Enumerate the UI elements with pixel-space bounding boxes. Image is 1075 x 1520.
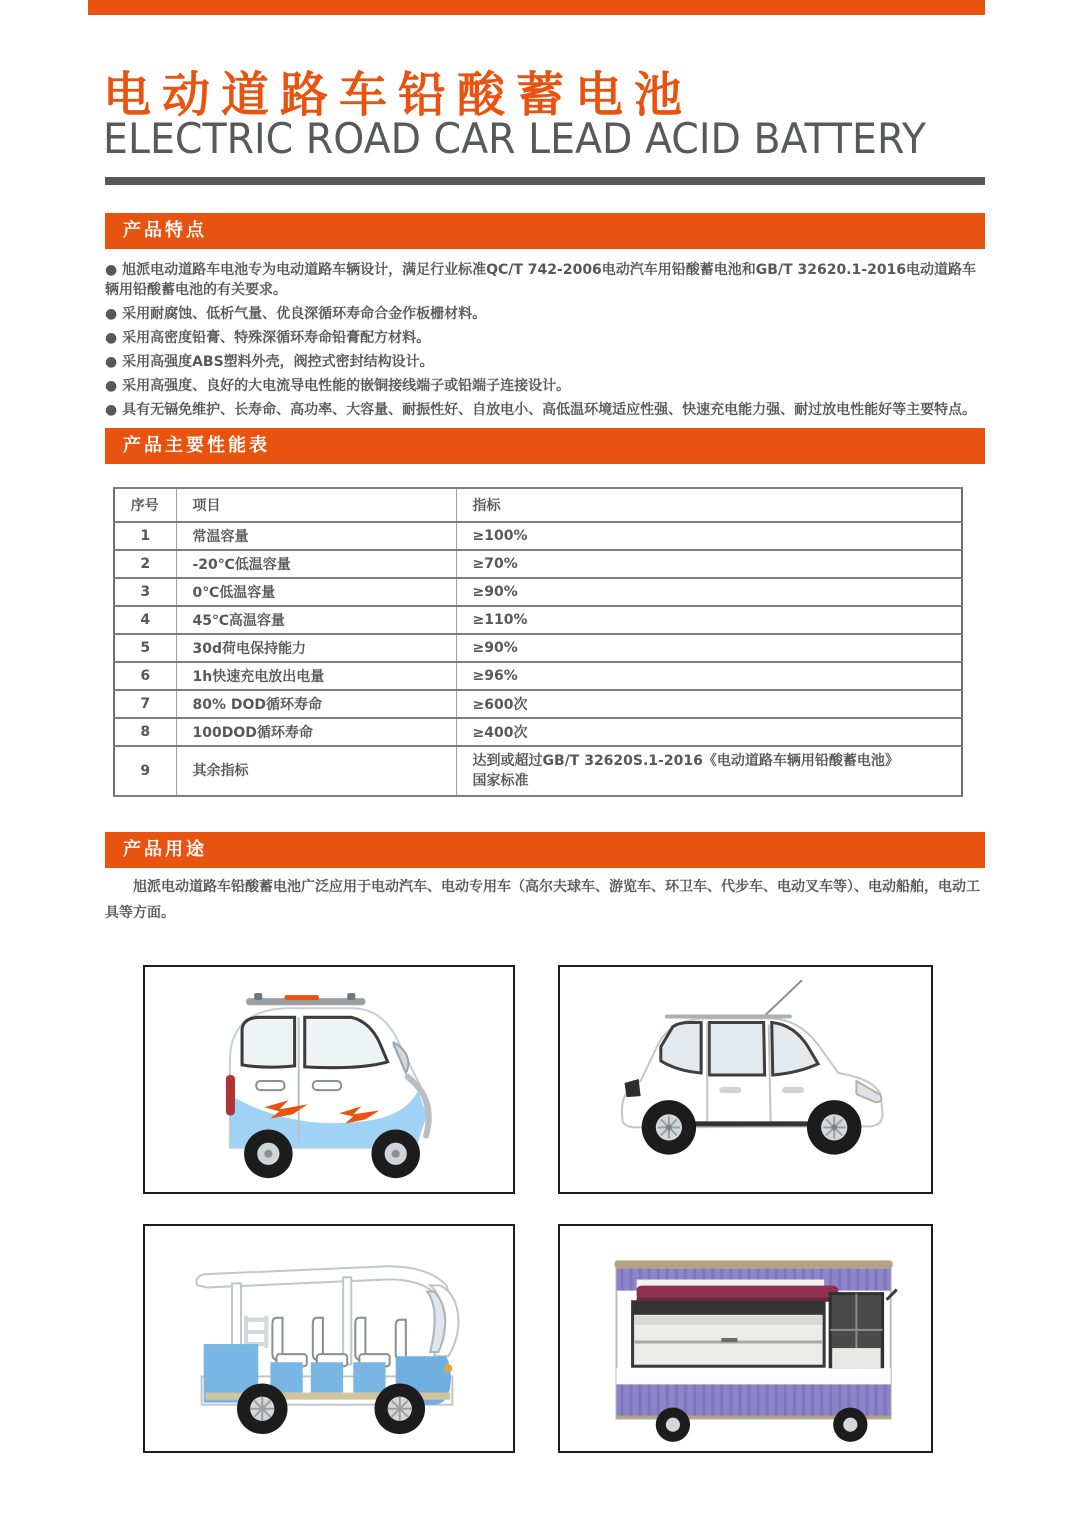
cell-value: ≥96% bbox=[456, 662, 962, 690]
performance-table bbox=[113, 487, 963, 797]
cell-no: 1 bbox=[114, 522, 176, 550]
cell-no: 9 bbox=[114, 746, 176, 796]
table-header-row bbox=[114, 488, 962, 522]
section-header-usage bbox=[105, 832, 985, 868]
cell-value: ≥600次 bbox=[456, 690, 962, 718]
table-row bbox=[114, 606, 962, 634]
cell-item: 常温容量 bbox=[176, 522, 456, 550]
table-row bbox=[114, 746, 962, 796]
section-header-features bbox=[105, 213, 985, 249]
cell-no: 2 bbox=[114, 550, 176, 578]
page-title: 电动道路车铅酸蓄电池 bbox=[103, 67, 694, 123]
title-divider bbox=[105, 177, 985, 185]
cell-no: 4 bbox=[114, 606, 176, 634]
table-row bbox=[114, 578, 962, 606]
table-row bbox=[114, 550, 962, 578]
cell-no: 5 bbox=[114, 634, 176, 662]
col-header-value: 指标 bbox=[456, 488, 962, 522]
page-subtitle: ELECTRIC ROAD CAR LEAD ACID BATTERY bbox=[103, 114, 926, 163]
table-row bbox=[114, 662, 962, 690]
cell-item: 45℃高温容量 bbox=[176, 606, 456, 634]
usage-paragraph: 旭派电动道路车铅酸蓄电池广泛应用于电动汽车、电动专用车（高尔夫球车、游览车、环卫车、代步车、电动叉车等）、电动船舶，电动工具等方面。 bbox=[105, 879, 980, 921]
vehicle-image-box-foodcart bbox=[558, 1224, 933, 1453]
electric-tricycle-illustration bbox=[145, 967, 513, 1192]
feature-item: ● 采用高强度、良好的大电流导电性能的嵌铜接线端子或铅端子连接设计。 bbox=[105, 378, 571, 394]
col-header-item: 项目 bbox=[176, 488, 456, 522]
electric-food-cart-illustration bbox=[560, 1226, 931, 1451]
top-accent-bar bbox=[88, 0, 985, 15]
cell-item: 0℃低温容量 bbox=[176, 578, 456, 606]
table-row bbox=[114, 718, 962, 746]
vehicle-image-box-bus bbox=[143, 1224, 515, 1453]
table-row bbox=[114, 522, 962, 550]
cell-value: ≥70% bbox=[456, 550, 962, 578]
cell-value: ≥400次 bbox=[456, 718, 962, 746]
table-row bbox=[114, 634, 962, 662]
electric-sightseeing-bus-illustration bbox=[145, 1226, 513, 1451]
feature-item: ● 采用高强度ABS塑料外壳，阀控式密封结构设计。 bbox=[105, 354, 434, 370]
section-heading-label: 产品用途 bbox=[123, 839, 207, 860]
cell-item: 80% DOD循环寿命 bbox=[176, 690, 456, 718]
table-row bbox=[114, 690, 962, 718]
section-heading-label: 产品主要性能表 bbox=[123, 435, 270, 456]
cell-value: ≥90% bbox=[456, 578, 962, 606]
cell-item: 30d荷电保持能力 bbox=[176, 634, 456, 662]
vehicle-image-box-tricycle bbox=[143, 965, 515, 1194]
cell-value: ≥110% bbox=[456, 606, 962, 634]
cell-value: ≥100% bbox=[456, 522, 962, 550]
cell-item: -20℃低温容量 bbox=[176, 550, 456, 578]
vehicle-image-box-car bbox=[558, 965, 933, 1194]
electric-mini-car-illustration bbox=[560, 967, 931, 1192]
feature-item: ● 旭派电动道路车电池专为电动道路车辆设计，满足行业标准QC/T 742-2006电动汽车用铅酸蓄电池和GB/T 32620.1-2016电动道路车辆用铅酸蓄电池的有关要求。 bbox=[105, 262, 977, 298]
section-heading-label: 产品特点 bbox=[123, 220, 207, 241]
cell-no: 7 bbox=[114, 690, 176, 718]
feature-item: ● 采用耐腐蚀、低析气量、优良深循环寿命合金作板栅材料。 bbox=[105, 306, 487, 322]
cell-item: 其余指标 bbox=[176, 746, 456, 796]
cell-item: 1h快速充电放出电量 bbox=[176, 662, 456, 690]
cell-value: ≥90% bbox=[456, 634, 962, 662]
feature-item: ● 具有无镉免维护、长寿命、高功率、大容量、耐振性好、自放电小、高低温环境适应性强、快速充电能力强、耐过放电性能好等主要特点。 bbox=[105, 402, 977, 418]
feature-item: ● 采用高密度铅膏、特殊深循环寿命铅膏配方材料。 bbox=[105, 330, 431, 346]
cell-item: 100DOD循环寿命 bbox=[176, 718, 456, 746]
cell-no: 3 bbox=[114, 578, 176, 606]
cell-no: 6 bbox=[114, 662, 176, 690]
section-header-performance bbox=[105, 428, 985, 464]
col-header-no: 序号 bbox=[114, 488, 176, 522]
cell-value: 达到或超过GB/T 32620S.1-2016《电动道路车辆用铅酸蓄电池》 国家标准 bbox=[456, 746, 962, 796]
cell-no: 8 bbox=[114, 718, 176, 746]
feature-list bbox=[105, 260, 985, 424]
